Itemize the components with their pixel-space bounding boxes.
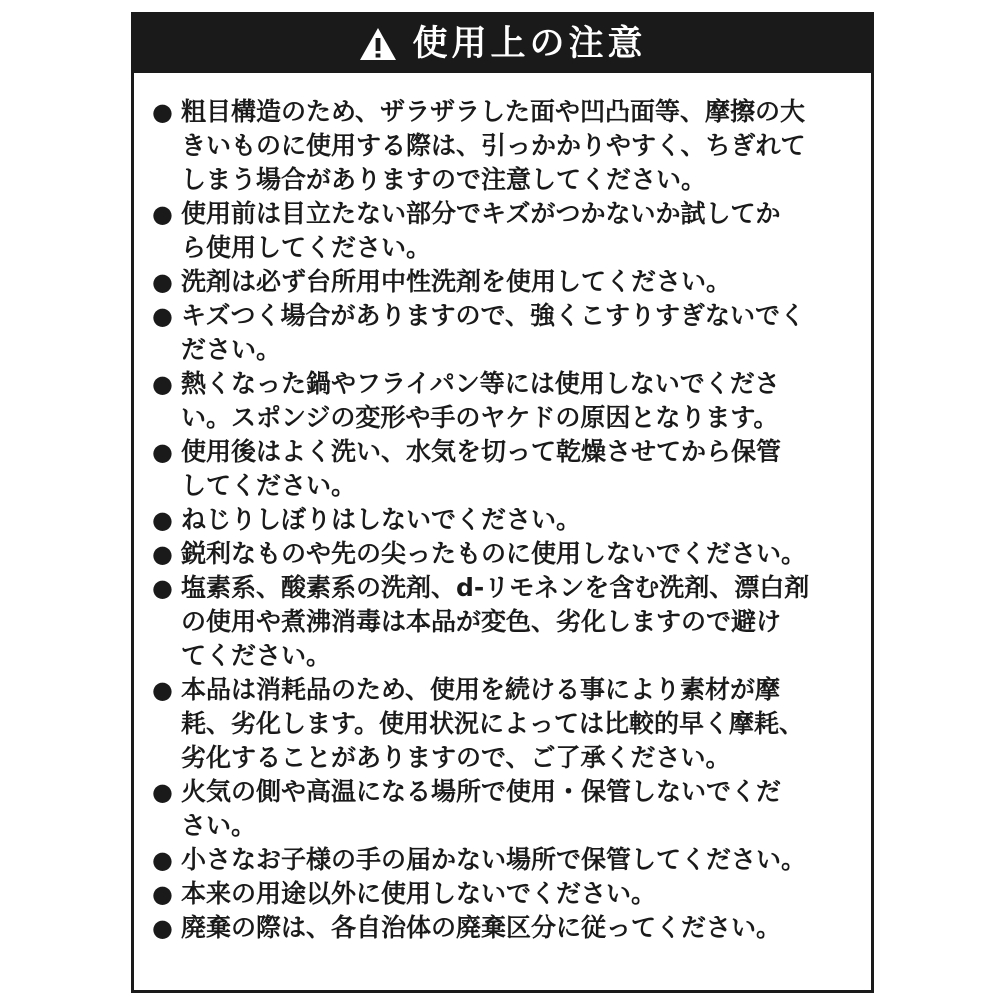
caution-item bbox=[152, 571, 857, 673]
warning-triangle-icon bbox=[358, 26, 398, 62]
bullet-icon: ● bbox=[152, 914, 173, 942]
bullet-icon: ● bbox=[152, 98, 173, 126]
bullet-icon: ● bbox=[152, 370, 173, 398]
bullet-icon: ● bbox=[152, 540, 173, 568]
bullet-icon: ● bbox=[152, 506, 173, 534]
caution-item bbox=[152, 265, 857, 299]
caution-header bbox=[134, 15, 871, 73]
caution-item bbox=[152, 843, 857, 877]
caution-item bbox=[152, 367, 857, 435]
caution-item-text: 洗剤は必ず台所用中性洗剤を使用してください。 bbox=[181, 267, 732, 296]
caution-item-text: 廃棄の際は、各自治体の廃棄区分に従ってください。 bbox=[181, 913, 782, 942]
caution-item-text: ねじりしぼりはしないでください。 bbox=[181, 505, 582, 534]
caution-item-text: キズつく場合がありますので、強くこすりすぎないでく ださい。 bbox=[181, 301, 806, 364]
caution-item bbox=[152, 503, 857, 537]
caution-item bbox=[152, 299, 857, 367]
caution-panel bbox=[131, 12, 874, 993]
caution-item bbox=[152, 877, 857, 911]
bullet-icon: ● bbox=[152, 676, 173, 704]
caution-item-text: 粗目構造のため、ザラザラした面や凹凸面等、摩擦の大 きいものに使用する際は、引っかかりやすく、ちぎれて しまう場合がありますので注意してください。 bbox=[181, 97, 806, 194]
bullet-icon: ● bbox=[152, 200, 173, 228]
caution-item-text: 本来の用途以外に使用しないでください。 bbox=[181, 879, 657, 908]
bullet-icon: ● bbox=[152, 302, 173, 330]
bullet-icon: ● bbox=[152, 880, 173, 908]
caution-item bbox=[152, 537, 857, 571]
caution-item bbox=[152, 197, 857, 265]
caution-item-text: 熱くなった鍋やフライパン等には使用しないでくださ い。スポンジの変形や手のヤケドの原因となります。 bbox=[181, 369, 780, 432]
caution-item bbox=[152, 775, 857, 843]
caution-item bbox=[152, 435, 857, 503]
caution-item-text: 小さなお子様の手の届かない場所で保管してください。 bbox=[181, 845, 807, 874]
bullet-icon: ● bbox=[152, 438, 173, 466]
bullet-icon: ● bbox=[152, 778, 173, 806]
caution-item-text: 鋭利なものや先の尖ったものに使用しないでください。 bbox=[181, 539, 807, 568]
caution-item-text: 使用後はよく洗い、水気を切って乾燥させてから保管 してください。 bbox=[181, 437, 782, 500]
bullet-icon: ● bbox=[152, 846, 173, 874]
caution-item bbox=[152, 911, 857, 945]
caution-item-text: 使用前は目立たない部分でキズがつかないか試してか ら使用してください。 bbox=[181, 199, 781, 262]
caution-title: 使用上の注意 bbox=[412, 23, 647, 64]
caution-item-text: 火気の側や高温になる場所で使用・保管しないでくだ さい。 bbox=[181, 777, 782, 840]
bullet-icon: ● bbox=[152, 574, 173, 602]
caution-item bbox=[152, 95, 857, 197]
caution-item-text: 本品は消耗品のため、使用を続ける事により素材が摩 耗、劣化します。使用状況によっては比較的早く摩耗、 劣化することがありますので、ご了承ください。 bbox=[181, 675, 805, 772]
caution-list bbox=[134, 73, 871, 945]
caution-item-text: 塩素系、酸素系の洗剤、d-リモネンを含む洗剤、漂白剤 の使用や煮沸消毒は本品が変色、劣化しますので避け てください。 bbox=[181, 573, 810, 670]
bullet-icon: ● bbox=[152, 268, 173, 296]
caution-item bbox=[152, 673, 857, 775]
